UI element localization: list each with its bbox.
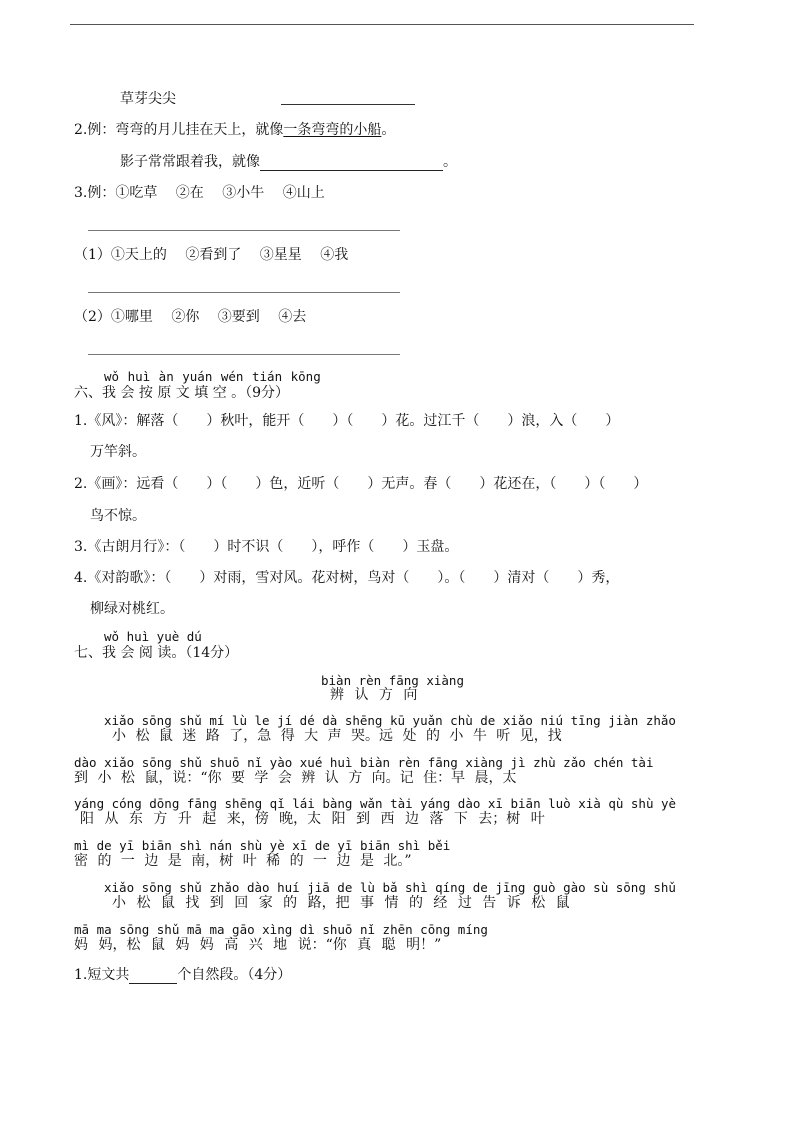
passage-pinyin-5: xiǎo sōng shǔ zhǎo dào huí jiā de lù bǎ shì qíng de jīng guò gào sù sōng shǔ xyxy=(104,880,676,895)
passage-pinyin-3: yáng cóng dōng fāng shēng qǐ lái bàng wǎn tài yáng dào xī biān luò xià qù shù yè xyxy=(74,796,677,811)
q2-example: 2.例：弯弯的月儿挂在天上，就像一条弯弯的小船。 xyxy=(74,122,396,138)
section7-title: 七、我 会 阅 读。（14分） xyxy=(74,645,239,661)
s6-item-2: 2.《画》：远看（ ）（ ）色，近听（ ）无声。春（ ）花还在，（ ）（ ） xyxy=(74,476,648,492)
s6-item-1: 1.《风》：解落（ ）秋叶，能开（ ）（ ）花。过江千（ ）浪，入（ ） xyxy=(74,413,620,429)
q2-answer-blank[interactable] xyxy=(260,155,443,171)
passage-hanzi-6: 妈 妈，松 鼠 妈 妈 高 兴 地 说：“你 真 聪 明！” xyxy=(74,937,442,953)
passage-hanzi-5: 小 松 鼠 找 到 回 家 的 路，把 事 情 的 经 过 告 诉 松 鼠 xyxy=(112,895,570,911)
s6-item-4: 4.《对韵歌》：（ ）对雨，雪对风。花对树，鸟对（ ）。（ ）清对（ ）秀， xyxy=(74,570,620,586)
s6-item-1-cont: 万竿斜。 xyxy=(90,444,146,460)
s6-item-4-cont: 柳绿对桃红。 xyxy=(90,601,174,617)
q3-answer-line-2[interactable] xyxy=(88,354,400,355)
q2-task: 影子常常跟着我，就像 。 xyxy=(120,154,457,170)
page-top-rule xyxy=(70,24,694,25)
passage-pinyin-6: mā ma sōng shǔ mā ma gāo xìng dì shuō nǐ zhēn cōng míng xyxy=(74,922,488,937)
q3-item-2: （2）①哪里 ②你 ③要到 ④去 xyxy=(74,309,307,325)
story-title: 辨 认 方 向 xyxy=(330,687,418,703)
q3-example: 3.例：①吃草 ②在 ③小牛 ④山上 xyxy=(74,185,325,201)
section6-title: 六、我 会 按 原 文 填 空 。（9分） xyxy=(74,385,290,401)
s6-item-3: 3.《古朗月行》：（ ）时不识（ ），呼作（ ）玉盘。 xyxy=(74,539,459,555)
s6-item-2-cont: 鸟不惊。 xyxy=(90,508,146,524)
q2-example-underlined: 一条弯弯的小船 xyxy=(283,122,382,138)
section6-pinyin: wǒ huì àn yuán wén tián kōng xyxy=(104,369,321,384)
passage-hanzi-3: 阳 从 东 方 升 起 来，傍 晚，太 阳 到 西 边 落 下 去；树 叶 xyxy=(80,811,545,827)
q3-answer-line-example[interactable] xyxy=(88,230,400,231)
q3-item-1: （1）①天上的 ②看到了 ③星星 ④我 xyxy=(74,247,349,263)
q1-answer-line[interactable] xyxy=(281,104,415,105)
passage-pinyin-2: dào xiǎo sōng shǔ shuō nǐ yào xué huì biàn rèn fāng xiàng jì zhù zǎo chén tài xyxy=(74,755,654,770)
s7-question-1: 1.短文共 个自然段。（4分） xyxy=(74,967,292,983)
passage-hanzi-1: 小 松 鼠 迷 路 了，急 得 大 声 哭。远 处 的 小 牛 听 见，找 xyxy=(112,728,562,744)
passage-pinyin-4: mì de yī biān shì nán shù yè xī de yī biān shì běi xyxy=(74,838,451,853)
q1-tail-text: 草芽尖尖 xyxy=(120,91,176,107)
story-title-pinyin: biàn rèn fāng xiàng xyxy=(321,673,464,688)
passage-pinyin-1: xiǎo sōng shǔ mí lù le jí dé dà shēng kū yuǎn chù de xiǎo niú tīng jiàn zhǎo xyxy=(104,713,676,728)
section7-pinyin: wǒ huì yuè dú xyxy=(104,629,202,644)
s7-question-1-blank[interactable] xyxy=(129,968,177,984)
passage-hanzi-4: 密 的 一 边 是 南，树 叶 稀 的 一 边 是 北。” xyxy=(74,853,412,869)
q3-answer-line-1[interactable] xyxy=(88,292,400,293)
passage-hanzi-2: 到 小 松 鼠，说：“你 要 学 会 辨 认 方 向。记 住：早 晨，太 xyxy=(74,770,517,786)
